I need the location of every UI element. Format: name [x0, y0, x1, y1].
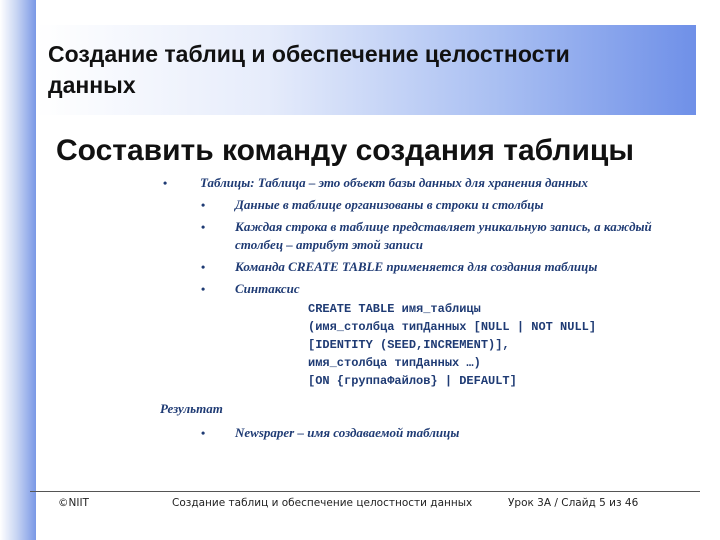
bullet-text: Таблицы: Таблица – это объект базы данных для хранения данных: [200, 175, 588, 190]
code-line: CREATE TABLE имя_таблицы: [308, 302, 481, 316]
result-label: Результат: [160, 401, 223, 416]
bullet-icon: •: [201, 220, 206, 234]
left-decorative-bar: [0, 0, 36, 540]
sub-bullet-text: Данные в таблице организованы в строки и столбцы: [235, 197, 544, 212]
bullet-icon: •: [201, 426, 206, 440]
sub-bullet-text: Каждая строка в таблице представляет уникальную запись, а каждый столбец – атрибут этой записи: [235, 219, 652, 252]
sub-bullet-item: [160, 258, 680, 276]
slide-subtitle: Составить команду создания таблицы: [56, 134, 634, 167]
code-line: [IDENTITY (SEED,INCREMENT)],: [308, 338, 510, 352]
sub-bullet-text: Команда CREATE TABLE применяется для создания таблицы: [235, 259, 598, 274]
bullet-icon: •: [201, 260, 206, 274]
sub-bullet-text: Newspaper – имя создаваемой таблицы: [235, 425, 460, 440]
code-line: (имя_столбца типДанных [NULL | NOT NULL]: [308, 320, 597, 334]
bullet-item: [160, 174, 680, 192]
syntax-code-block: [308, 300, 680, 390]
sub-bullet-item: [160, 196, 680, 214]
title-band: [36, 25, 696, 115]
footer-divider: [30, 491, 700, 492]
footer-course-title: Создание таблиц и обеспечение целостности данных: [172, 497, 473, 509]
bullet-icon: •: [201, 198, 206, 212]
sub-bullet-item: [160, 218, 680, 254]
footer-slide-number: Урок 3A / Слайд 5 из 46: [508, 497, 639, 509]
code-line: имя_столбца типДанных …): [308, 356, 481, 370]
slide-title: Создание таблиц и обеспечение целостности данных: [48, 41, 570, 98]
slide-content: [160, 174, 680, 446]
sub-bullet-item: [160, 280, 680, 298]
bullet-icon: •: [201, 282, 206, 296]
sub-bullet-text: Синтаксис: [235, 281, 300, 296]
footer-copyright: ©NIIT: [58, 497, 89, 509]
sub-bullet-item: [160, 424, 680, 442]
bullet-icon: •: [163, 176, 168, 190]
code-line: [ON {группаФайлов} | DEFAULT]: [308, 374, 517, 388]
